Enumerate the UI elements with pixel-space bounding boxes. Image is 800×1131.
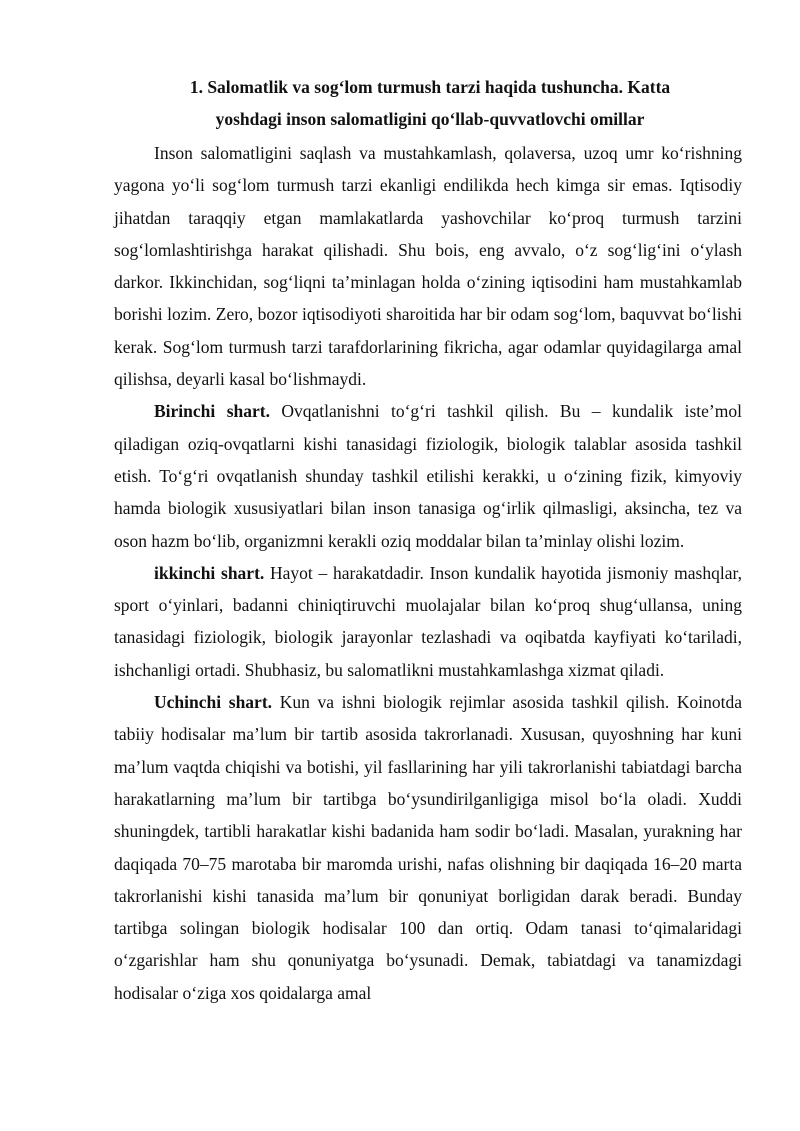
paragraph-text: Hayot – harakatdadir. Inson kundalik hayotida jismoniy mashqlar, sport o‘yinlari, badanni chiniqtiruvchi muolajalar bilan ko‘proq shug‘ullansa, uning tanasidagi fiziologik, biologik jarayonlar tezlashadi va oqibatda kayfiyati ko‘tariladi, ishchanligi ortadi. Shubhasiz, bu salomatlikni mustahkamlashga xizmat qiladi. xyxy=(114,562,742,680)
paragraph-lead: ikkinchi shart. xyxy=(154,562,265,583)
document-body xyxy=(114,137,742,1009)
paragraph-third-condition xyxy=(114,686,742,1009)
title-line-1: 1. Salomatlik va sog‘lom turmush tarzi haqida tushuncha. Katta xyxy=(189,77,671,97)
paragraph-lead: Uchinchi shart. xyxy=(154,692,273,713)
paragraph-second-condition xyxy=(114,557,742,686)
paragraph-text: Ovqatlanishni to‘g‘ri tashkil qilish. Bu – kundalik iste’mol qiladigan oziq-ovqatlarni kishi tanasidagi fiziologik, biologik talablar asosida tashkil etish. To‘g‘ri ovqatlanish shunday tashkil etilishi kerakki, u o‘zining fizik, kimyoviy hamda biologik xususiyatlari bilan inson tanasiga og‘irlik qilmasligi, aksincha, tez va oson hazm bo‘lib, organizmni kerakli oziq moddalar bilan ta’minlay olishi lozim. xyxy=(114,401,742,551)
title-line-2: yoshdagi inson salomatligini qo‘llab-quvvatlovchi omillar xyxy=(215,109,645,129)
paragraph-lead: Birinchi shart. xyxy=(154,401,270,422)
paragraph-first-condition xyxy=(114,395,742,556)
paragraph-intro xyxy=(114,137,742,395)
paragraph-text: Inson salomatligini saqlash va mustahkamlash, qolaversa, uzoq umr ko‘rishning yagona yo‘li sog‘lom turmush tarzi ekanligi endilikda hech kimga sir emas. Iqtisodiy jihatdan taraqqiy etgan mamlakatlarda yashovchilar ko‘proq turmush tarzini sog‘lomlashtirishga harakat qilishadi. Shu bois, eng avvalo, o‘z sog‘lig‘ini o‘ylash darkor. Ikkinchidan, sog‘liqni ta’minlagan holda o‘zining iqtisodini ham mustahkamlab borishi lozim. Zero, bozor iqtisodiyoti sharoitida har bir odam sog‘lom, baquvvat bo‘lishi kerak. Sog‘lom turmush tarzi tarafdorlarining fikricha, agar odamlar quyidagilarga amal qilishsa, deyarli kasal bo‘lishmaydi. xyxy=(114,143,742,390)
paragraph-text: Kun va ishni biologik rejimlar asosida tashkil qilish. Koinotda tabiiy hodisalar ma’lum bir tartib asosida takrorlanadi. Xususan, quyoshning har kuni ma’lum vaqtda chiqishi va botishi, yil fasllarining har yili takrorlanishi tabiatdagi barcha harakatlarning ma’lum bir tartibga bo‘ysundirilganligiga misol bo‘la oladi. Xuddi shuningdek, tartibli harakatlar kishi badanida ham sodir bo‘ladi. Masalan, yurakning har daqiqada 70–75 marotaba bir maromda urishi, nafas olishning bir daqiqada 16–20 marta takrorlanishi kishi tanasida ma’lum bir qonuniyat borligidan darak beradi. Bunday tartibga solingan biologik hodisalar 100 dan ortiq. Odam tanasi to‘qimalaridagi o‘zgarishlar ham shu qonuniyatga bo‘ysunadi. Demak, tabiatdagi va tanamizdagi hodisalar o‘ziga xos qoidalarga amal xyxy=(114,692,743,1003)
document-title xyxy=(110,71,750,135)
